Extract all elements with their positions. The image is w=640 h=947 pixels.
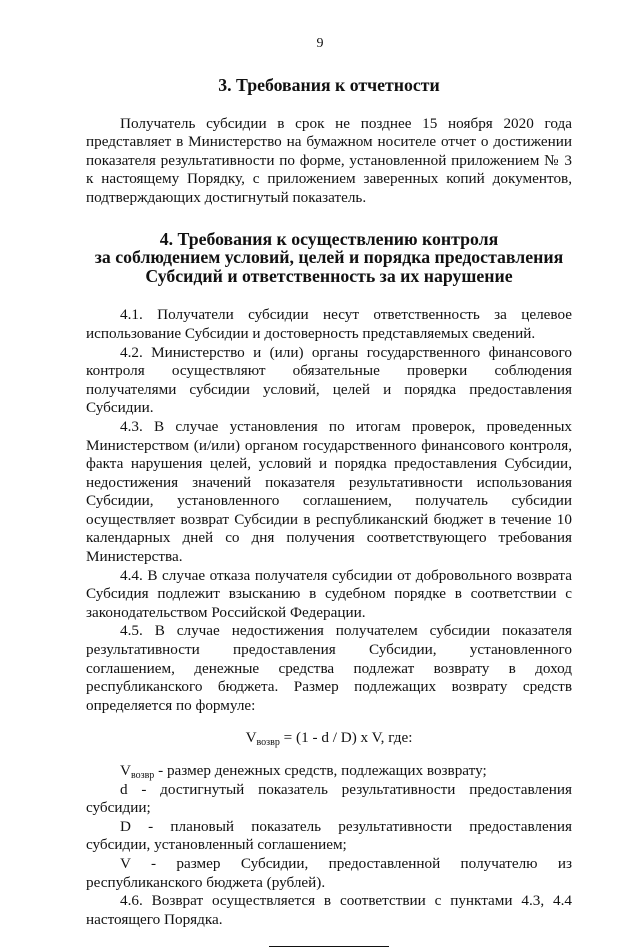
clause-4-3: 4.3. В случае установления по итогам проверок, проведенных Министерством (и/или) органом государственного финансового контроля, факта нарушения целей, условий и порядка предоставления Субсидии, недостижения значений показателя результативности использования Субсидии, установленного соглашением, получатель субсидии осуществляет возврат Субсидии в республиканский бюджет в течение 10 календарных дней со дня получения соответствующего требования Министерства. — [86, 417, 572, 566]
section-3-heading: 3. Требования к отчетности — [218, 75, 440, 95]
clause-4-2: 4.2. Министерство и (или) органы государственного финансового контроля осуществляют обязательные проверки соблюдения получателями субсидии условий, целей и порядка предоставления Субсидии. — [86, 343, 572, 417]
refund-formula — [86, 729, 572, 748]
definition-v-subsidy: V - размер Субсидии, предоставленной получателю из республиканского бюджета (рублей). — [86, 854, 572, 891]
definition-subscript: возвр — [130, 770, 155, 781]
formula-subscript: возвр — [256, 737, 280, 749]
clause-4-1: 4.1. Получатели субсидии несут ответственность за целевое использование Субсидии и достоверность представляемых сведений. — [86, 306, 572, 342]
section-4-heading-line: за соблюдением условий, целей и порядка предоставления — [94, 247, 564, 268]
clause-4-4: 4.4. В случае отказа получателя субсидии от добровольного возврата Субсидия подлежит взысканию в судебном порядке в соответствии с законодательством Российской Федерации. — [86, 566, 572, 621]
document-body — [86, 68, 572, 947]
formula-expression: = (1 - d / D) x V, где: — [279, 729, 413, 747]
section-3-paragraph: Получатель субсидии в срок не позднее 15 ноября 2020 года представляет в Министерство на бумажном носителе отчет о достижении показателя результативности по форме, установленной приложением № 3 к настоящему Порядку, с приложением заверенных копий документов, подтверждающих достигнутый показатель. — [86, 114, 572, 206]
clause-4-5: 4.5. В случае недостижения получателем субсидии показателя результативности предоставления Субсидии, установленного соглашением, денежные средства подлежат возврату в доход республиканского бюджета. Размер подлежащих возврату средств определяется по формуле: — [86, 622, 572, 714]
section-4-heading — [86, 230, 572, 286]
definition-d-achieved: d - достигнутый показатель результативности предоставления субсидии; — [86, 780, 572, 817]
clause-4-6: 4.6. Возврат осуществляется в соответствии с пунктами 4.3, 4.4 настоящего Порядка. — [86, 892, 572, 928]
page-number: 9 — [316, 36, 324, 51]
definition-symbol: V — [120, 762, 131, 779]
section-4-heading-line: Субсидий и ответственность за их нарушение — [145, 265, 513, 286]
definition-d-planned: D - плановый показатель результативности предоставления субсидии, установленный соглашением; — [86, 817, 572, 854]
definition-text: - размер денежных средств, подлежащих возврату; — [154, 762, 487, 779]
definition-v-refund — [86, 762, 572, 781]
section-4-heading-line: 4. Требования к осуществлению контроля — [159, 228, 499, 249]
formula-symbol: V — [245, 729, 257, 747]
